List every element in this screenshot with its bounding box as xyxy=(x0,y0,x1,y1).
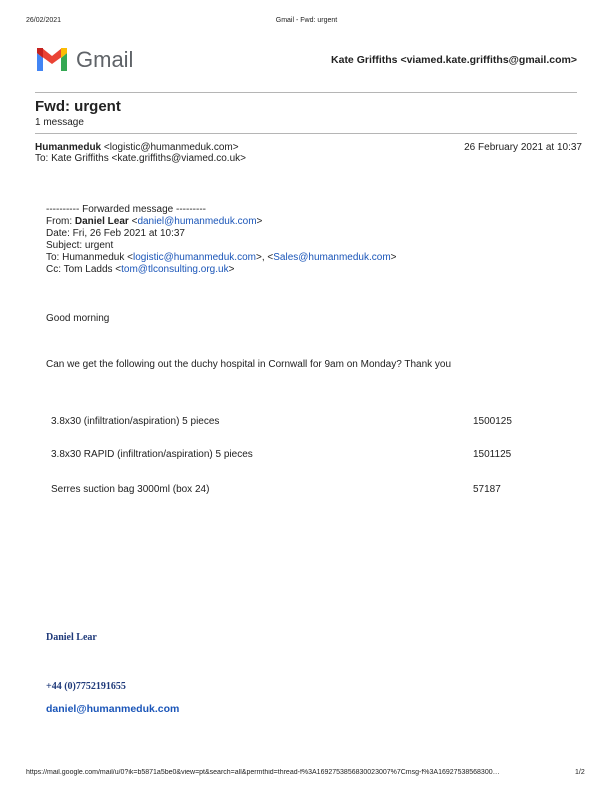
item-code: 1500125 xyxy=(473,416,512,427)
from-label: From: xyxy=(46,216,75,227)
item-code: 57187 xyxy=(473,484,501,495)
header-divider xyxy=(35,92,577,93)
thread-subject: Fwd: urgent xyxy=(35,98,121,115)
bracket-open: < xyxy=(128,216,138,227)
to-close: > xyxy=(390,252,397,263)
sender-name[interactable]: Humanmeduk xyxy=(35,142,102,153)
sender-line xyxy=(35,142,239,153)
forward-to xyxy=(46,252,397,263)
request-text: Can we get the following out the duchy hospital in Cornwall for 9am on Monday? Thank you xyxy=(46,359,452,370)
forward-from xyxy=(46,216,262,227)
to-email-link-2[interactable]: Sales@humanmeduk.com xyxy=(273,252,391,263)
cc-email-link[interactable]: tom@tlconsulting.org.uk xyxy=(121,264,229,275)
item-code: 1501125 xyxy=(473,449,512,460)
message-count: 1 message xyxy=(35,117,84,128)
item-description: Serres suction bag 3000ml (box 24) xyxy=(51,484,210,495)
signature-phone: +44 (0)7752191655 xyxy=(46,681,126,692)
from-name: Daniel Lear xyxy=(74,216,129,227)
forward-banner: ---------- Forwarded message --------- xyxy=(46,204,206,215)
from-email-link[interactable]: daniel@humanmeduk.com xyxy=(137,216,257,227)
to-email-link-1[interactable]: logistic@humanmeduk.com xyxy=(133,252,256,263)
gmail-logo[interactable] xyxy=(35,45,134,75)
gmail-m-icon xyxy=(35,47,69,73)
print-title: Gmail - Fwd: urgent xyxy=(275,17,338,24)
cc-close: > xyxy=(228,264,235,275)
item-description: 3.8x30 (infiltration/aspiration) 5 pieces xyxy=(51,416,220,427)
message-date: 26 February 2021 at 10:37 xyxy=(464,142,582,153)
cc-prefix: Cc: Tom Ladds < xyxy=(46,264,122,275)
item-description: 3.8x30 RAPID (infiltration/aspiration) 5 pieces xyxy=(51,449,253,460)
page-number: 1/2 xyxy=(575,769,585,776)
gmail-wordmark: Gmail xyxy=(76,47,134,72)
greeting-text: Good morning xyxy=(46,313,110,324)
signature-name: Daniel Lear xyxy=(46,632,97,643)
print-url: https://mail.google.com/mail/u/0?ik=b5871a5be0&view=pt&search=all&permthid=thread-f%3A1692753856830023007%7Cmsg-f%3A16927538568300… xyxy=(26,769,500,776)
account-label: Kate Griffiths <viamed.kate.griffiths@gmail.com> xyxy=(331,54,577,66)
bracket-close: > xyxy=(256,216,263,227)
signature-email-link[interactable]: daniel@humanmeduk.com xyxy=(46,703,180,715)
forward-cc xyxy=(46,264,234,275)
to-separator: >, < xyxy=(255,252,274,263)
print-date: 26/02/2021 xyxy=(26,17,62,24)
forward-subject: Subject: urgent xyxy=(46,240,114,251)
forward-date: Date: Fri, 26 Feb 2021 at 10:37 xyxy=(46,228,185,239)
subject-divider xyxy=(35,133,577,134)
recipient-line: To: Kate Griffiths <kate.griffiths@viamed.co.uk> xyxy=(35,153,246,164)
to-prefix: To: Humanmeduk < xyxy=(46,252,133,263)
sender-email: <logistic@humanmeduk.com> xyxy=(103,142,239,153)
